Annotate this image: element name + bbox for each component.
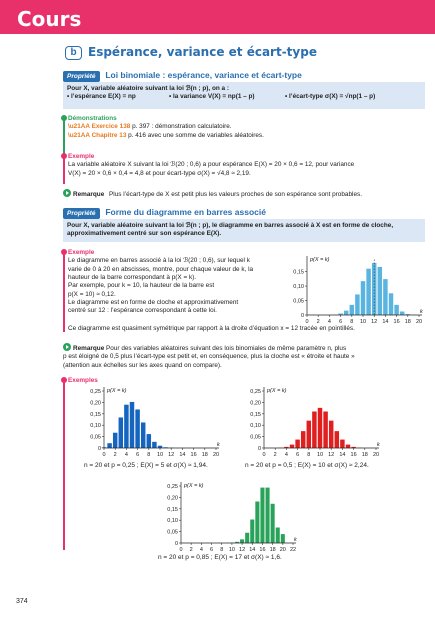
caption-p05: n = 20 et p = 0,5 ; E(X) = 10 et σ(X) ≈ 2,24. bbox=[245, 462, 369, 469]
y-tick-label: 0,20 bbox=[90, 400, 101, 407]
x-tick-label: 0 bbox=[179, 547, 183, 553]
remark-1 bbox=[63, 189, 362, 199]
remark-line: (attention aux échelles sur les axes quand on compare). bbox=[63, 361, 222, 369]
bar bbox=[383, 279, 387, 315]
property-line: Pour X, variable aléatoire suivant la loi ℬ(n ; p), le diagramme en barres associé à X est en forme de cloche, bbox=[67, 222, 394, 229]
property-box bbox=[63, 219, 425, 242]
demo-rule bbox=[63, 116, 65, 156]
bar bbox=[366, 269, 370, 315]
bar bbox=[318, 408, 322, 448]
x-tick-label: 8 bbox=[307, 452, 311, 458]
bar bbox=[301, 431, 305, 448]
bar bbox=[323, 412, 327, 448]
demo-bullet bbox=[61, 115, 67, 121]
property-item-ecart-type: • l’écart-type σ(X) = √np(1 – p) bbox=[285, 93, 376, 101]
x-tick-label: 12 bbox=[168, 452, 175, 458]
example-line: hauteur de la barre correspondant à p(X = k). bbox=[68, 273, 197, 281]
chapter-title: Cours bbox=[17, 7, 82, 31]
property-header bbox=[63, 207, 266, 218]
bar bbox=[329, 421, 333, 448]
bar bbox=[361, 281, 365, 315]
bar-chart-p085 bbox=[155, 476, 305, 556]
x-tick-label: 20 bbox=[279, 547, 286, 553]
x-tick-label: 6 bbox=[296, 452, 300, 458]
section-title: Espérance, variance et écart-type bbox=[88, 45, 317, 59]
x-tick-label: 14 bbox=[339, 452, 346, 458]
property-box bbox=[63, 82, 425, 109]
remark-label: Remarque bbox=[73, 345, 105, 352]
x-tick-label: 0 bbox=[262, 452, 266, 458]
bar bbox=[113, 433, 117, 448]
demo-line-1: \u21AA Exercice 138 p. 397 : démonstration calculatoire. bbox=[68, 123, 232, 131]
demo-link-2[interactable]: Chapitre 13 bbox=[91, 131, 127, 139]
example-line: Par exemple, pour k = 10, la hauteur de la barre est bbox=[68, 282, 215, 290]
y-tick-label: 0,25 bbox=[167, 484, 178, 490]
x-tick-label: 16 bbox=[259, 547, 266, 553]
x-tick-label: 18 bbox=[269, 547, 276, 553]
y-tick-label: 0,10 bbox=[90, 423, 101, 430]
x-tick-label: 2 bbox=[273, 452, 277, 458]
x-tick-label: 4 bbox=[124, 452, 128, 458]
property-title: Loi binomiale : espérance, variance et écart-type bbox=[105, 70, 302, 80]
x-tick-label: 20 bbox=[415, 319, 423, 325]
x-tick-label: 2 bbox=[316, 319, 320, 325]
example-title: Exemple bbox=[68, 153, 95, 160]
x-tick-label: 10 bbox=[359, 319, 367, 325]
x-tick-label: 2 bbox=[113, 452, 117, 458]
x-tick-label: 20 bbox=[212, 452, 220, 458]
bar bbox=[271, 504, 275, 543]
bar bbox=[152, 442, 156, 448]
x-axis-label: k bbox=[294, 537, 297, 543]
example-bullet bbox=[61, 249, 67, 255]
x-tick-label: 12 bbox=[328, 452, 335, 458]
y-tick-label: 0,15 bbox=[250, 411, 261, 418]
example-bullet bbox=[61, 153, 67, 159]
y-axis-label: p(X = k) bbox=[107, 388, 127, 394]
x-tick-label: 4 bbox=[199, 547, 203, 553]
x-tick-label: 12 bbox=[371, 319, 378, 325]
x-tick-label: 12 bbox=[239, 547, 246, 553]
bar bbox=[335, 431, 339, 448]
x-tick-label: 22 bbox=[289, 547, 297, 553]
bar-chart-p05 bbox=[238, 385, 388, 460]
bar-chart-main bbox=[282, 252, 432, 327]
y-tick-label: 0 bbox=[97, 446, 101, 452]
y-tick-label: 0,20 bbox=[167, 495, 178, 502]
example-line: Ce diagramme est quasiment symétrique par rapport à la droite d’équation x = 12 tracée en pointillés. bbox=[68, 325, 355, 332]
y-tick-label: 0 bbox=[257, 446, 261, 452]
bar bbox=[378, 267, 382, 315]
example-line: centré sur 12 : l’espérance correspondant à cette loi. bbox=[68, 307, 217, 315]
demo-line-2: \u21AA Chapitre 13 p. 416 avec une somme de variables aléatoires. bbox=[68, 131, 264, 139]
property-tag: Propriété bbox=[63, 208, 100, 219]
example-line: Le diagramme est en forme de cloche et approximativement bbox=[68, 298, 239, 306]
bar bbox=[312, 412, 316, 448]
y-tick-label: 0,10 bbox=[293, 284, 304, 291]
demonstrations bbox=[68, 115, 264, 140]
demo-link-1[interactable]: Exercice 138 bbox=[91, 123, 131, 131]
x-tick-label: 18 bbox=[404, 319, 411, 325]
bar bbox=[276, 527, 280, 543]
bar bbox=[260, 488, 264, 543]
bar bbox=[372, 263, 376, 315]
x-tick-label: 8 bbox=[147, 452, 151, 458]
y-tick-label: 0,05 bbox=[250, 434, 261, 441]
bar bbox=[346, 445, 350, 448]
y-axis-label: p(X = k) bbox=[184, 483, 204, 489]
x-tick-label: 2 bbox=[189, 547, 193, 553]
x-axis-label: k bbox=[377, 442, 380, 448]
section-letter: b bbox=[65, 46, 82, 60]
remark-line: Pour des variables aléatoires suivant des lois binomiales de même paramètre n, plus bbox=[106, 345, 347, 352]
x-tick-label: 10 bbox=[316, 452, 324, 458]
examples-rule bbox=[63, 378, 65, 550]
bar bbox=[350, 305, 354, 315]
x-axis-label: k bbox=[420, 309, 423, 315]
bar bbox=[130, 402, 134, 448]
y-tick-label: 0,05 bbox=[293, 298, 304, 305]
bar bbox=[119, 417, 123, 448]
x-tick-label: 16 bbox=[350, 452, 357, 458]
y-tick-label: 0,20 bbox=[250, 400, 261, 407]
property-line: approximativement centré sur son espérance E(X). bbox=[67, 230, 222, 238]
x-tick-label: 10 bbox=[228, 547, 235, 553]
caption-p085: n = 20 et p = 0,85 ; E(X) = 17 et σ(X) ≈ 1,6. bbox=[158, 554, 282, 561]
x-tick-label: 16 bbox=[393, 319, 400, 325]
x-tick-label: 14 bbox=[249, 547, 256, 553]
x-tick-label: 10 bbox=[156, 452, 164, 458]
examples-title: Exemples bbox=[68, 377, 98, 384]
remark-text: Plus l’écart-type de X est petit plus les valeurs proches de son espérance sont probables. bbox=[109, 191, 362, 198]
bar bbox=[340, 440, 344, 448]
play-icon bbox=[63, 189, 71, 197]
example-rule bbox=[63, 250, 65, 332]
x-tick-label: 8 bbox=[220, 547, 224, 553]
y-tick-label: 0,15 bbox=[293, 269, 304, 276]
example-line: V(X) = 20 × 0,6 × 0,4 = 4,8 et pour écart-type σ(X) = √4,8 ≈ 2,19. bbox=[68, 169, 251, 177]
example-line: p(X = 10) ≈ 0,12. bbox=[68, 290, 116, 298]
example-1 bbox=[68, 153, 354, 178]
y-axis-label: p(X = k) bbox=[310, 257, 330, 263]
remark-2 bbox=[63, 343, 428, 370]
demo-title: Démonstrations bbox=[68, 115, 117, 122]
example-line: varie de 0 à 20 en abscisses, montre, pour chaque valeur de k, la bbox=[68, 265, 254, 273]
bar bbox=[394, 305, 398, 315]
chapter-header bbox=[0, 0, 435, 34]
y-tick-label: 0 bbox=[300, 313, 304, 319]
remark-line: p est éloigné de 0,5 plus l’écart-type est petit et, en conséquence, plus la cloche est « étroite et haute » bbox=[63, 353, 355, 361]
property-title: Forme du diagramme en barres associé bbox=[105, 207, 266, 217]
x-tick-label: 18 bbox=[201, 452, 208, 458]
remark-label: Remarque bbox=[73, 191, 105, 198]
bar bbox=[147, 434, 151, 448]
bar bbox=[250, 520, 254, 543]
x-tick-label: 6 bbox=[339, 319, 343, 325]
example-line: Le diagramme en barres associé à la loi ℬ(20 ; 0,6), sur lequel k bbox=[68, 257, 250, 265]
y-tick-label: 0,25 bbox=[250, 389, 261, 395]
examples-bullet bbox=[61, 377, 67, 383]
bar bbox=[245, 533, 249, 543]
bar bbox=[389, 293, 393, 315]
bar bbox=[344, 311, 348, 315]
bar bbox=[400, 312, 404, 315]
property-item-variance: • la variance V(X) = np(1 – p) bbox=[169, 93, 255, 101]
bar bbox=[307, 421, 311, 448]
y-tick-label: 0,10 bbox=[250, 423, 261, 430]
bar bbox=[281, 534, 285, 543]
y-tick-label: 0 bbox=[174, 541, 178, 547]
x-tick-label: 8 bbox=[350, 319, 354, 325]
y-tick-label: 0,05 bbox=[167, 529, 178, 536]
play-icon bbox=[63, 343, 71, 351]
bar bbox=[135, 409, 139, 448]
property-tag: Propriété bbox=[63, 71, 100, 82]
property-item-esperance: • l’espérance E(X) = np bbox=[67, 93, 136, 101]
x-tick-label: 6 bbox=[136, 452, 140, 458]
page-number: 374 bbox=[16, 598, 28, 605]
y-tick-label: 0,15 bbox=[90, 411, 101, 418]
bar bbox=[240, 539, 244, 543]
bar bbox=[290, 445, 294, 448]
y-tick-label: 0,10 bbox=[167, 518, 178, 525]
x-tick-label: 18 bbox=[361, 452, 368, 458]
property-intro: Pour X, variable aléatoire suivant la loi ℬ(n ; p), on a : bbox=[67, 85, 229, 92]
example-title: Exemple bbox=[68, 249, 95, 256]
property-header bbox=[63, 70, 302, 81]
x-tick-label: 6 bbox=[210, 547, 214, 553]
x-tick-label: 14 bbox=[179, 452, 186, 458]
bar bbox=[355, 294, 359, 315]
x-tick-label: 4 bbox=[284, 452, 288, 458]
x-tick-label: 4 bbox=[327, 319, 331, 325]
x-axis-label: k bbox=[217, 442, 220, 448]
bar bbox=[266, 488, 270, 543]
x-tick-label: 16 bbox=[190, 452, 197, 458]
bar bbox=[295, 440, 299, 448]
x-tick-label: 0 bbox=[102, 452, 106, 458]
example-2 bbox=[68, 249, 288, 316]
y-tick-label: 0,25 bbox=[90, 389, 101, 395]
example-line: La variable aléatoire X suivant la loi ℬ(20 ; 0,6) a pour espérance E(X) = 20 × 0,6 = 12, pour variance bbox=[68, 161, 355, 169]
bar bbox=[255, 502, 259, 543]
y-axis-label: p(X = k) bbox=[267, 388, 287, 394]
y-tick-label: 0,15 bbox=[167, 506, 178, 513]
bar bbox=[107, 443, 111, 448]
bar bbox=[124, 405, 128, 448]
x-tick-label: 20 bbox=[372, 452, 380, 458]
bar bbox=[141, 422, 145, 448]
caption-p025: n = 20 et p = 0,25 ; E(X) = 5 et σ(X) ≈ 1,94. bbox=[84, 462, 208, 469]
bar-chart-p025 bbox=[78, 385, 228, 460]
y-tick-label: 0,05 bbox=[90, 434, 101, 441]
x-tick-label: 14 bbox=[382, 319, 389, 325]
x-tick-label: 0 bbox=[305, 319, 309, 325]
